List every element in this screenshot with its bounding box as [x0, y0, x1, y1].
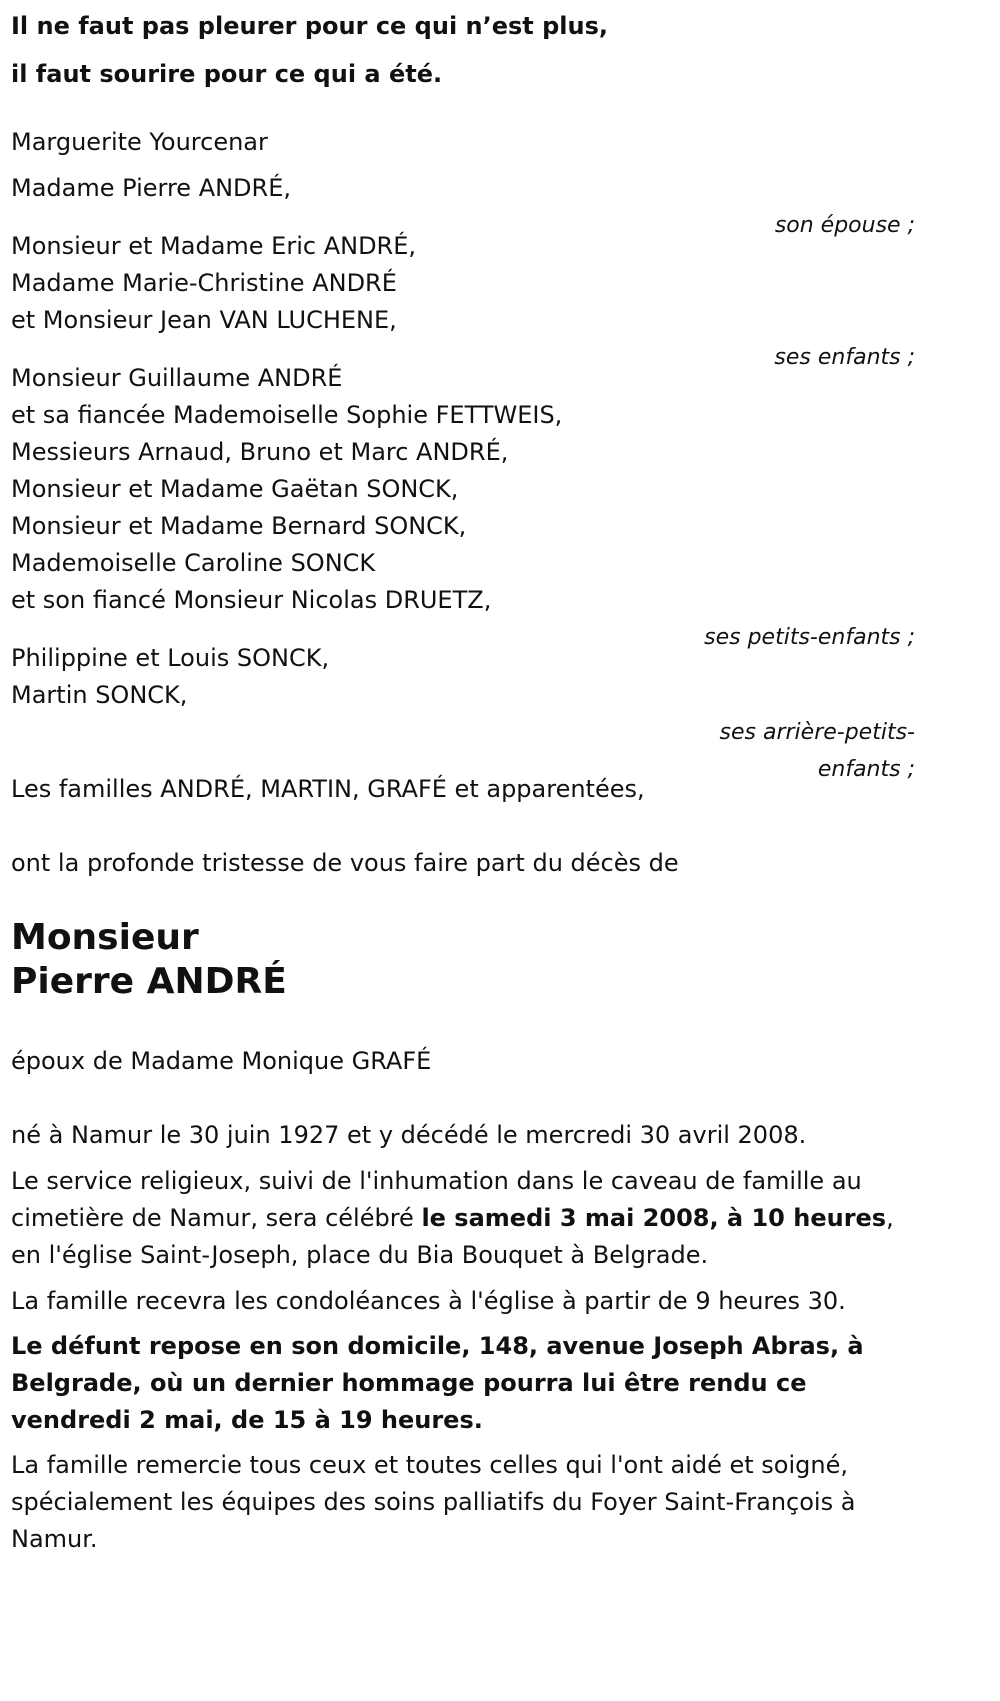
family-role: son épouse ; [774, 213, 915, 238]
spouse-of: époux de Madame Monique GRAFÉ [11, 1047, 432, 1075]
service-info: Le service religieux, suivi de l'inhumation dans le caveau de famille au cimetière de Namur, sera célébré le samedi 3 mai 2008, à 10 heures, en l'église Saint-Joseph, place du Bia Bouquet à Belgrade. [11, 1167, 894, 1269]
family-name: Monsieur et Madame Gaëtan SONCK, [11, 475, 459, 503]
service-date: le samedi 3 mai 2008, à 10 heures [421, 1204, 887, 1232]
family-name: Mademoiselle Caroline SONCK [11, 549, 376, 577]
family-role: ses enfants ; [774, 345, 915, 370]
families-line: Les familles ANDRÉ, MARTIN, GRAFÉ et apparentées, [11, 775, 645, 803]
family-grandchildren [11, 360, 915, 656]
announcement: ont la profonde tristesse de vous faire part du décès de [11, 849, 679, 877]
family-name: Martin SONCK, [11, 681, 188, 709]
family-name: Madame Pierre ANDRÉ, [11, 174, 292, 202]
family-name: Madame Marie-Christine ANDRÉ [11, 269, 397, 297]
quote-author: Marguerite Yourcenar [11, 128, 268, 156]
family-name: Messieurs Arnaud, Bruno et Marc ANDRÉ, [11, 438, 509, 466]
deceased-fullname: Pierre ANDRÉ [11, 961, 287, 1002]
quote [11, 2, 915, 98]
family-role: ses petits-enfants ; [704, 625, 915, 650]
condolences-info: La famille recevra les condoléances à l'église à partir de 9 heures 30. [11, 1287, 846, 1315]
family-name: et son fiancé Monsieur Nicolas DRUETZ, [11, 586, 492, 614]
birth-death: né à Namur le 30 juin 1927 et y décédé le mercredi 30 avril 2008. [11, 1121, 807, 1149]
deceased-name [11, 916, 915, 1004]
family-great-grandchildren [11, 640, 915, 788]
quote-line-1: Il ne faut pas pleurer pour ce qui n’est plus, [11, 12, 609, 40]
family-name: et Monsieur Jean VAN LUCHENE, [11, 306, 397, 334]
thanks-info: La famille remercie tous ceux et toutes celles qui l'ont aidé et soigné, spécialement les équipes des soins palliatifs du Foyer Saint-François à Namur. [11, 1451, 856, 1553]
family-children [11, 228, 915, 376]
family-name: Monsieur Guillaume ANDRÉ [11, 364, 343, 392]
family-name: Monsieur et Madame Bernard SONCK, [11, 512, 467, 540]
family-name: et sa fiancée Mademoiselle Sophie FETTWEIS, [11, 401, 563, 429]
family-name: Monsieur et Madame Eric ANDRÉ, [11, 232, 417, 260]
repose-info: Le défunt repose en son domicile, 148, avenue Joseph Abras, à Belgrade, où un dernier hommage pourra lui être rendu ce vendredi 2 mai, de 15 à 19 heures. [11, 1332, 864, 1434]
deceased-title: Monsieur [11, 917, 199, 958]
quote-line-2: il faut sourire pour ce qui a été. [11, 60, 443, 88]
family-role: ses arrière-petits- enfants ; [719, 720, 915, 782]
family-name: Philippine et Louis SONCK, [11, 644, 330, 672]
